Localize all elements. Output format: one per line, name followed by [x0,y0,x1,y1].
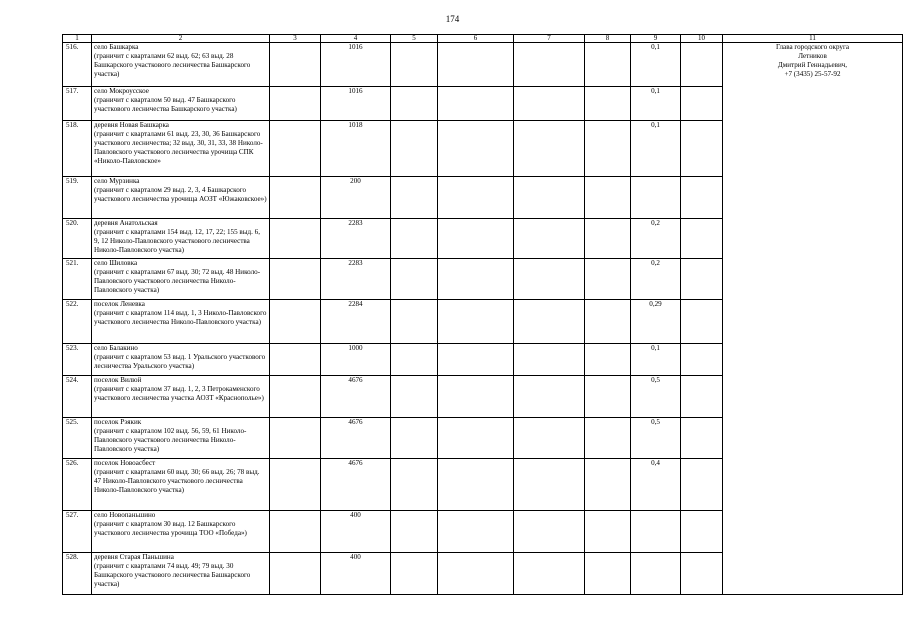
col7-cell [514,553,585,595]
col5-cell [391,553,438,595]
col3-cell [270,43,321,87]
settlement-cell [92,459,270,511]
col-header-2: 2 [92,35,270,43]
col3-cell [270,511,321,553]
col3-cell [270,418,321,459]
col5-cell [391,511,438,553]
settlement-name: село Шиловка [94,259,138,267]
col5-cell [391,87,438,121]
col3-cell [270,121,321,177]
col6-cell [438,418,514,459]
boundary-description: (граничит с кварталом 50 выд. 47 Башкарского участкового лесничества Башкарского участка) [94,96,237,114]
row-number: 524. [63,376,92,418]
col9-value [631,177,681,219]
boundary-description: (граничит с кварталами 61 выд. 23, 30, 36 Башкарского участкового лесничества; 32 выд. 30, 31, 33, 38 Николо-Павловского участкового лесничества урочища СПК «Николо-Павловское» [94,130,263,166]
settlement-name: село Башкарка [94,43,139,51]
col10-cell [681,43,723,87]
col10-cell [681,459,723,511]
page-number: 174 [445,14,460,24]
col3-cell [270,177,321,219]
col9-value: 0,1 [631,87,681,121]
col9-value: 0,2 [631,259,681,300]
row-number: 519. [63,177,92,219]
col6-cell [438,87,514,121]
col4-value: 400 [321,511,391,553]
col6-cell [438,553,514,595]
settlement-name: село Мокроусское [94,87,149,95]
col6-cell [438,219,514,259]
row-number: 523. [63,344,92,376]
col4-value: 1000 [321,344,391,376]
col6-cell [438,459,514,511]
col7-cell [514,511,585,553]
col7-cell [514,87,585,121]
row-number: 516. [63,43,92,87]
col10-cell [681,177,723,219]
col3-cell [270,344,321,376]
col5-cell [391,376,438,418]
settlement-name: деревня Анатольская [94,219,158,227]
row-number: 526. [63,459,92,511]
contact-line: Летников [798,52,827,61]
settlement-name: поселок Вилюй [94,376,142,384]
col5-cell [391,459,438,511]
col9-value: 0,1 [631,344,681,376]
col9-value: 0,5 [631,418,681,459]
col8-cell [585,259,631,300]
row-number: 522. [63,300,92,344]
col4-value: 1018 [321,121,391,177]
col10-cell [681,121,723,177]
col3-cell [270,219,321,259]
col-header-11: 11 [723,35,903,43]
row-number: 527. [63,511,92,553]
col-header-8: 8 [585,35,631,43]
settlement-name: поселок Леневка [94,300,145,308]
col10-cell [681,219,723,259]
settlement-name: поселок Новоасбест [94,459,156,467]
col10-cell [681,300,723,344]
col5-cell [391,344,438,376]
col4-value: 1016 [321,43,391,87]
col-header-3: 3 [270,35,321,43]
col5-cell [391,300,438,344]
col5-cell [391,177,438,219]
col7-cell [514,344,585,376]
settlement-cell [92,418,270,459]
col5-cell [391,418,438,459]
col10-cell [681,376,723,418]
col7-cell [514,300,585,344]
col7-cell [514,121,585,177]
col8-cell [585,511,631,553]
boundary-description: (граничит с кварталами 74 выд. 49; 79 выд. 30 Башкарского участкового лесничества Башкарского участка) [94,562,251,589]
col6-cell [438,344,514,376]
settlement-name: село Мурзинка [94,177,140,185]
settlement-cell [92,376,270,418]
col8-cell [585,553,631,595]
col5-cell [391,43,438,87]
col10-cell [681,344,723,376]
col10-cell [681,259,723,300]
boundary-description: (граничит с кварталом 53 выд. 1 Уральского участкового лесничества Уральского участка) [94,353,266,371]
col5-cell [391,219,438,259]
boundary-description: (граничит с кварталами 60 выд. 30; 66 выд. 26; 78 выд. 47 Николо-Павловского участкового лесничества Николо-Павловского участка) [94,468,260,495]
col9-value: 0,2 [631,219,681,259]
boundary-description: (граничит с кварталом 114 выд. 1, 3 Николо-Павловского участкового лесничества Николо-Павловского участка) [94,309,267,327]
col-header-6: 6 [438,35,514,43]
col10-cell [681,87,723,121]
col8-cell [585,121,631,177]
col7-cell [514,43,585,87]
col-header-1: 1 [63,35,92,43]
boundary-description: (граничит с кварталами 67 выд. 30; 72 выд. 48 Николо-Павловского участкового лесничества Николо-Павловского участка) [94,268,261,295]
settlement-name: село Балакино [94,344,138,352]
table-row [63,43,903,87]
col4-value: 200 [321,177,391,219]
col-header-10: 10 [681,35,723,43]
col10-cell [681,553,723,595]
col6-cell [438,43,514,87]
col6-cell [438,259,514,300]
settlement-name: поселок Рэякик [94,418,142,426]
settlement-name: деревня Старая Паньшина [94,553,174,561]
col8-cell [585,177,631,219]
col5-cell [391,121,438,177]
col7-cell [514,219,585,259]
col7-cell [514,418,585,459]
header-row [63,35,903,43]
row-number: 520. [63,219,92,259]
col7-cell [514,459,585,511]
row-number: 521. [63,259,92,300]
col9-value: 0,1 [631,121,681,177]
col3-cell [270,259,321,300]
col9-value: 0,4 [631,459,681,511]
col9-value: 0,5 [631,376,681,418]
col9-value: 0,29 [631,300,681,344]
contact-line: Дмитрий Геннадьевич, [777,61,848,70]
settlement-name: деревня Новая Башкарка [94,121,169,129]
col8-cell [585,459,631,511]
col10-cell [681,511,723,553]
boundary-description: (граничит с кварталом 30 выд. 12 Башкарского участкового лесничества урочища ТОО «Победа») [94,520,247,538]
settlement-cell [92,511,270,553]
col4-value: 4676 [321,459,391,511]
settlement-cell [92,121,270,177]
col8-cell [585,87,631,121]
row-number: 517. [63,87,92,121]
col4-value: 2284 [321,300,391,344]
settlement-cell [92,344,270,376]
row-number: 525. [63,418,92,459]
settlement-cell [92,87,270,121]
settlement-cell [92,553,270,595]
col4-value: 4676 [321,418,391,459]
settlement-name: село Новопаньшино [94,511,156,519]
col3-cell [270,376,321,418]
responsible-contact [723,43,903,595]
contact-line: Глава городского округа [775,43,850,51]
col-header-4: 4 [321,35,391,43]
col7-cell [514,259,585,300]
col4-value: 2283 [321,219,391,259]
row-number: 518. [63,121,92,177]
boundary-description: (граничит с кварталами 154 выд. 12, 17, 22; 155 выд. 6, 9, 12 Николо-Павловского участкового лесничества Николо-Павловского участка) [94,228,260,255]
col6-cell [438,177,514,219]
boundary-description: (граничит с кварталом 29 выд. 2, 3, 4 Башкарского участкового лесничества урочища АОЗТ «Южаковское») [94,186,267,204]
col4-value: 1016 [321,87,391,121]
boundary-description: (граничит с кварталами 62 выд. 62; 63 выд. 28 Башкарского участкового лесничества Башкарского участка) [94,52,251,79]
col6-cell [438,511,514,553]
col8-cell [585,418,631,459]
settlement-cell [92,219,270,259]
settlement-cell [92,177,270,219]
col5-cell [391,259,438,300]
col8-cell [585,376,631,418]
col6-cell [438,300,514,344]
col4-value: 2283 [321,259,391,300]
col3-cell [270,459,321,511]
col9-value [631,553,681,595]
row-number: 528. [63,553,92,595]
col8-cell [585,344,631,376]
col4-value: 4676 [321,376,391,418]
col3-cell [270,300,321,344]
boundary-description: (граничит с кварталом 37 выд. 1, 2, 3 Петрокаменского участкового лесничества участка АОЗТ «Краснополье») [94,385,264,403]
settlement-cell [92,300,270,344]
col-header-5: 5 [391,35,438,43]
col3-cell [270,87,321,121]
col7-cell [514,376,585,418]
contact-line: +7 (3435) 25-57-92 [784,70,841,79]
col-header-9: 9 [631,35,681,43]
col9-value: 0,1 [631,43,681,87]
col10-cell [681,418,723,459]
col-header-7: 7 [514,35,585,43]
col9-value [631,511,681,553]
col7-cell [514,177,585,219]
col8-cell [585,43,631,87]
col6-cell [438,121,514,177]
settlement-cell [92,43,270,87]
settlement-cell [92,259,270,300]
col4-value: 400 [321,553,391,595]
boundary-description: (граничит с кварталом 102 выд. 56, 59, 61 Николо-Павловского участкового лесничества Николо-Павловского участка) [94,427,247,454]
data-table [62,34,903,595]
col6-cell [438,376,514,418]
col3-cell [270,553,321,595]
col8-cell [585,300,631,344]
col8-cell [585,219,631,259]
